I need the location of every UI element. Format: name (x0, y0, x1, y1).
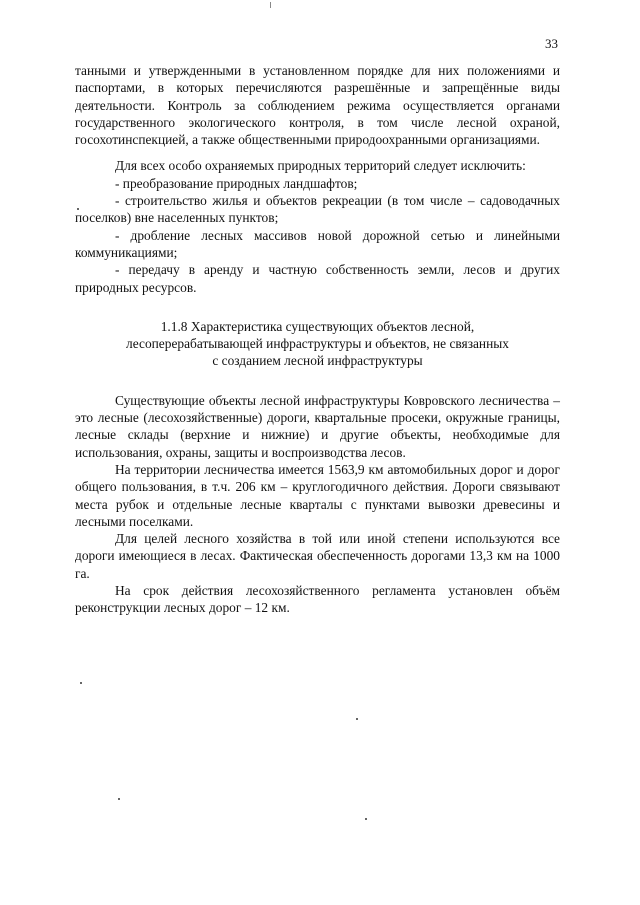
paragraph-roads: На территории лесничества имеется 1563,9 км автомобильных дорог и дорог общего пользования, в т.ч. 206 км – круглогодичного действия. Дороги связывают места рубок и отдельные лесные кварталы с пунктами вывозки древесины и лесными поселками. (75, 461, 560, 529)
scan-speck (77, 208, 79, 210)
paragraph-road-usage: Для целей лесного хозяйства в той или иной степени используются все дороги имеющиеся в лесах. Фактическая обеспеченность дорогами 13,3 км на 1000 га. (75, 531, 560, 581)
page-body (75, 62, 560, 617)
list-item: - преобразование природных ландшафтов; (115, 175, 358, 191)
scan-speck (356, 718, 358, 720)
list-item: - дробление лесных массивов новой дорожной сетью и линейными коммуникациями; (75, 227, 560, 260)
section-heading-line: 1.1.8 Характеристика существующих объектов лесной, (160, 318, 475, 334)
list-item: - передачу в аренду и частную собственность земли, лесов и других природных ресурсов. (75, 262, 560, 295)
section-heading-line: с созданием лесной инфраструктуры (212, 353, 423, 369)
section-heading-line: лесоперерабатывающей инфраструктуры и объектов, не связанных (126, 336, 509, 352)
scan-mark (270, 2, 271, 8)
paragraph-infrastructure: Существующие объекты лесной инфраструктуры Ковровского лесничества – это лесные (лесохозяйственные) дороги, квартальные просеки, окружные границы, лесные склады (верхние и нижние) и другие объекты, необходимые для использования, охраны, защиты и воспроизводства лесов. (75, 392, 560, 460)
paragraph-reconstruction: На срок действия лесохозяйственного регламента установлен объём реконструкции лесных дорог – 12 км. (75, 583, 560, 616)
section-heading (75, 318, 560, 370)
paragraph-continuation: танными и утвержденными в установленном порядке для них положениями и паспортами, в которых перечисляются разрешённые и запрещённые виды деятельности. Контроль за соблюдением режима осуществляется органами государственного экологического контроля, в том числе лесной охраной, госохотинспекцией, а также общественными природоохранными организациями. (75, 63, 560, 148)
scan-speck (80, 682, 82, 684)
paragraph-exclusions-intro: Для всех особо охраняемых природных территорий следует исключить: (115, 158, 526, 174)
list-item: - строительство жилья и объектов рекреации (в том числе – садоводачных поселков) вне населенных пунктов; (75, 193, 560, 226)
scan-speck (118, 798, 120, 800)
scan-speck (365, 818, 367, 820)
page-number: 33 (545, 36, 558, 51)
